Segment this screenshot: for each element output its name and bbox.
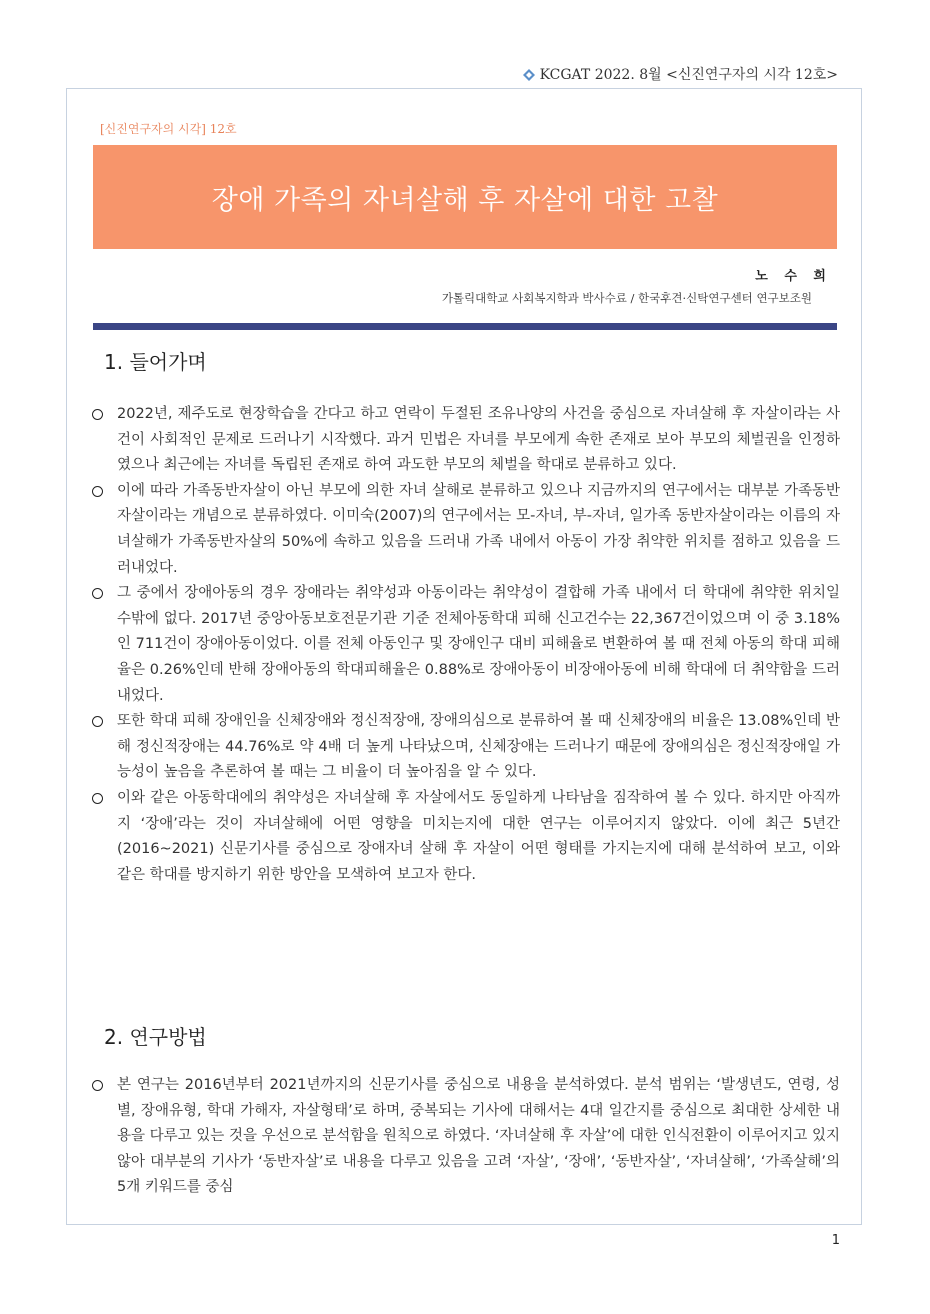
circle-bullet-icon <box>92 409 103 420</box>
running-header <box>523 64 838 84</box>
bullet-text: 2022년, 제주도로 현장학습을 간다고 하고 연락이 두절된 조유나양의 사건을 중심으로 자녀살해 후 자살이라는 사건이 사회적인 문제로 드러나기 시작했다. 과거 민법은 자녀를 부모에게 속한 존재로 보아 부모의 체벌권을 인정하였으나 최근에는 자녀를 독립된 존재로 하여 과도한 부모의 체벌을 학대로 분류하고 있다. <box>117 406 840 474</box>
author-affiliation: 가톨릭대학교 사회복지학과 박사수료 / 한국후견·신탁연구센터 연구보조원 <box>441 291 812 305</box>
list-item <box>90 479 840 581</box>
bullet-text: 본 연구는 2016년부터 2021년까지의 신문기사를 중심으로 내용을 분석하였다. 분석 범위는 ‘발생년도, 연령, 성별, 장애유형, 학대 가해자, 자살형태’로 하며, 중복되는 기사에 대해서는 4대 일간지를 중심으로 최대한 상세한 내용을 다루고 있는 것을 우선으로 분석함을 원칙으로 하였다. ‘자녀살해 후 자살’에 대한 인식전환이 이루어지고 있지 않아 대부분의 기사가 ‘동반자살’로 내용을 다루고 있음을 고려 ‘자살’, ‘장애’, ‘동반자살’, ‘자녀살해’, ‘가족살해’의 5개 키워드를 중심 <box>117 1077 840 1196</box>
bullet-text: 또한 학대 피해 장애인을 신체장애와 정신적장애, 장애의심으로 분류하여 볼 때 신체장애의 비율은 13.08%인데 반해 정신적장애는 44.76%로 약 4배 더 높게 나타났으며, 신체장애는 드러나기 때문에 장애의심은 정신적장애일 가능성이 높음을 추론하여 볼 때는 그 비율이 더 높아짐을 알 수 있다. <box>117 713 840 781</box>
circle-bullet-icon <box>92 1080 103 1091</box>
bullet-text: 이에 따라 가족동반자살이 아닌 부모에 의한 자녀 살해로 분류하고 있으나 지금까지의 연구에서는 대부분 가족동반자살이라는 개념으로 분류하였다. 이미숙(2007)의 연구에서는 모-자녀, 부-자녀, 일가족 동반자살이라는 이름의 자녀살해가 가족동반자살의 50%에 속하고 있음을 드러내 가족 내에서 아동이 가장 취약한 위치를 점하고 있음을 드러내었다. <box>117 482 840 576</box>
circle-bullet-icon <box>92 486 103 497</box>
list-item <box>90 402 840 479</box>
bullet-text: 이와 같은 아동학대에의 취약성은 자녀살해 후 자살에서도 동일하게 나타남을 짐작하여 볼 수 있다. 하지만 아직까지 ‘장애’라는 것이 자녀살해에 어떤 영향을 미치는지에 대한 연구는 이루어지지 않았다. 이에 최근 5년간(2016~2021) 신문기사를 중심으로 장애자녀 살해 후 자살이 어떤 형태를 가지는지에 대해 분석하여 보고, 이와 같은 학대를 방지하기 위한 방안을 모색하여 보고자 한다. <box>117 789 840 883</box>
section-title: 1. 들어가며 <box>104 350 207 374</box>
running-header-text: KCGAT 2022. 8월 <신진연구자의 시각 12호> <box>539 67 838 83</box>
title-divider <box>93 323 837 330</box>
circle-bullet-icon <box>92 793 103 804</box>
bullet-text: 그 중에서 장애아동의 경우 장애라는 취약성과 아동이라는 취약성이 결합해 가족 내에서 더 학대에 취약한 위치일 수밖에 없다. 2017년 중앙아동보호전문기관 기준 전체아동학대 피해 신고건수는 22,367건이었으며 이 중 3.18%인 711건이 장애아동이었다. 이를 전체 아동인구 및 장애인구 대비 피해율로 변환하여 볼 때 전체 아동의 학대 피해율은 0.26%인데 반해 장애아동의 학대피해율은 0.88%로 장애아동이 비장애아동에 비해 학대에 더 취약함을 드러내었다. <box>117 585 840 704</box>
section-2-bullets <box>90 1073 840 1201</box>
list-item <box>90 709 840 786</box>
section-1-bullets <box>90 402 840 888</box>
series-label: [신진연구자의 시각] 12호 <box>100 122 237 136</box>
title-banner <box>93 145 837 249</box>
circle-bullet-icon <box>92 588 103 599</box>
diamond-icon <box>523 69 534 80</box>
page-title: 장애 가족의 자녀살해 후 자살에 대한 고찰 <box>211 184 719 216</box>
author-name: 노 수 희 <box>755 269 832 284</box>
section-title: 2. 연구방법 <box>104 1025 207 1049</box>
list-item <box>90 581 840 709</box>
page-number: 1 <box>831 1233 840 1248</box>
list-item <box>90 1073 840 1201</box>
list-item <box>90 786 840 888</box>
circle-bullet-icon <box>92 716 103 727</box>
